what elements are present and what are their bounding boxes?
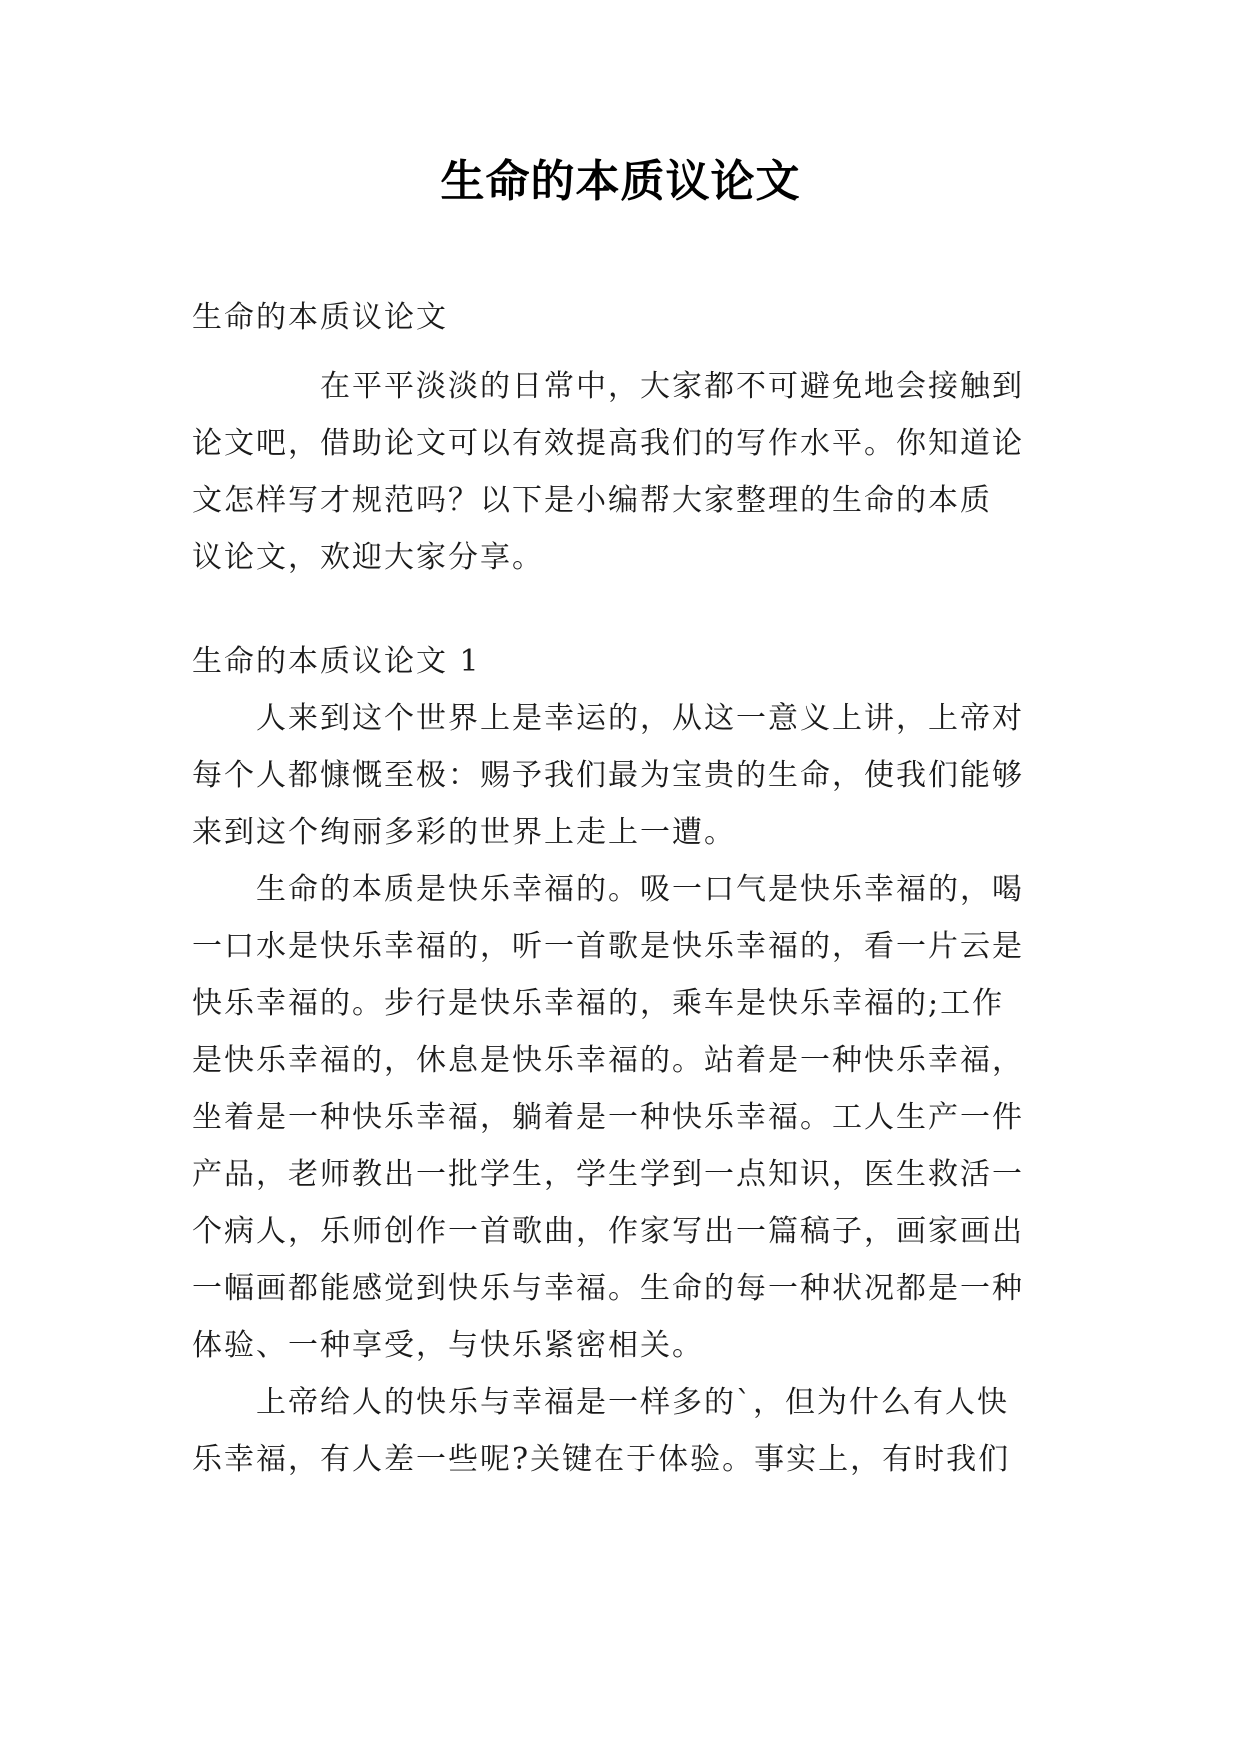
- intro-line: 议论文，欢迎大家分享。: [192, 540, 544, 575]
- paragraph-line: 快乐幸福的。步行是快乐幸福的，乘车是快乐幸福的;工作: [192, 986, 1005, 1021]
- paragraph-line: 一幅画都能感觉到快乐与幸福。生命的每一种状况都是一种: [192, 1271, 1024, 1306]
- paragraph-line: 生命的本质是快乐幸福的。吸一口气是快乐幸福的，喝: [256, 872, 1024, 907]
- paragraph-line: 每个人都慷慨至极：赐予我们最为宝贵的生命，使我们能够: [192, 758, 1024, 793]
- paragraph-line: 体验、一种享受，与快乐紧密相关。: [192, 1328, 704, 1363]
- paragraph-line: 人来到这个世界上是幸运的，从这一意义上讲，上帝对: [256, 701, 1024, 736]
- paragraph-line: 上帝给人的快乐与幸福是一样多的`，但为什么有人快: [256, 1385, 1009, 1420]
- paragraph-line: 来到这个绚丽多彩的世界上走上一遭。: [192, 815, 736, 850]
- paragraph-line: 一口水是快乐幸福的，听一首歌是快乐幸福的，看一片云是: [192, 929, 1024, 964]
- document-subtitle: 生命的本质议论文: [192, 300, 448, 335]
- intro-line: 论文吧，借助论文可以有效提高我们的写作水平。你知道论: [192, 426, 1024, 461]
- intro-line: 在平平淡淡的日常中，大家都不可避免地会接触到: [320, 369, 1024, 404]
- paragraph-line: 产品，老师教出一批学生，学生学到一点知识，医生救活一: [192, 1157, 1024, 1192]
- paragraph-line: 坐着是一种快乐幸福，躺着是一种快乐幸福。工人生产一件: [192, 1100, 1024, 1135]
- paragraph-line: 是快乐幸福的，休息是快乐幸福的。站着是一种快乐幸福，: [192, 1043, 1024, 1078]
- intro-line: 文怎样写才规范吗？以下是小编帮大家整理的生命的本质: [192, 483, 992, 518]
- paragraph-line: 乐幸福，有人差一些呢?关键在于体验。事实上，有时我们: [192, 1442, 1011, 1477]
- paragraph-line: 个病人，乐师创作一首歌曲，作家写出一篇稿子，画家画出: [192, 1214, 1024, 1249]
- section-heading: 生命的本质议论文 1: [192, 644, 481, 679]
- document-title: 生命的本质议论文: [440, 156, 801, 207]
